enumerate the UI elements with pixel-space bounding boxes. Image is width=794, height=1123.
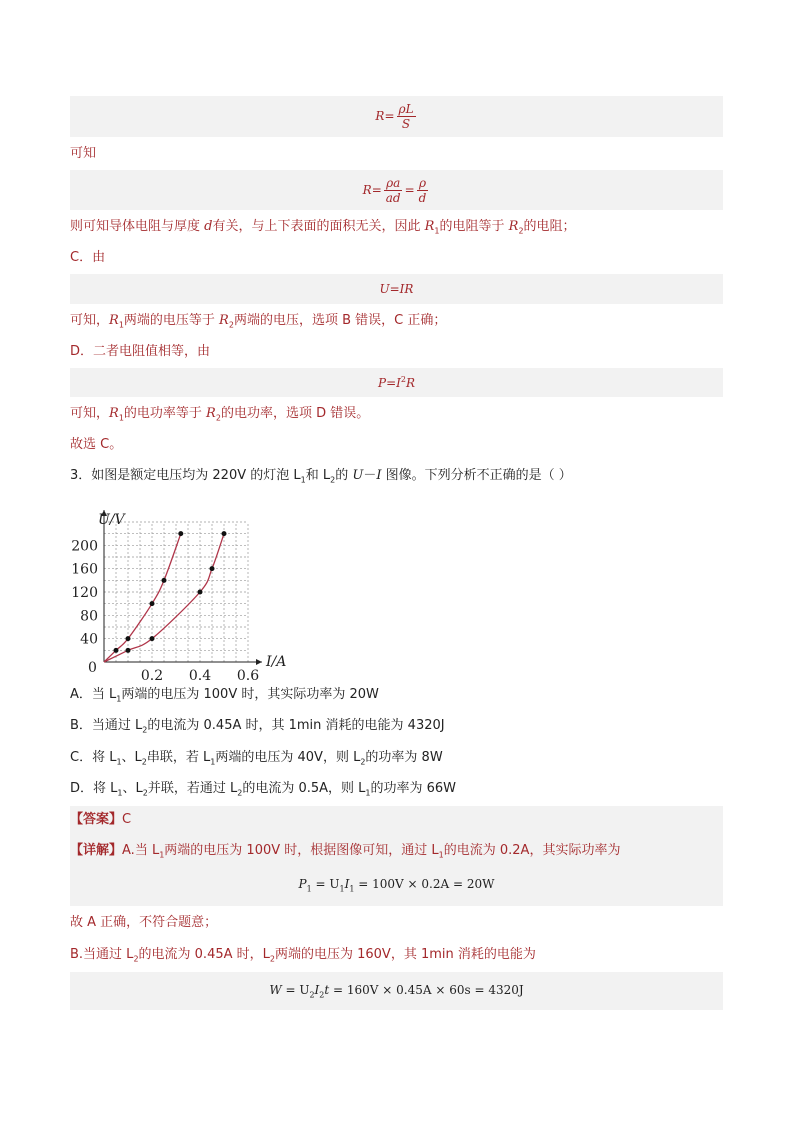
text-option-d-intro: D．二者电阻值相等，由 [70,344,211,359]
x-tick-label: 0.4 [188,668,212,680]
series-2-point [126,648,131,653]
y-axis-label: U/V [98,512,125,528]
y-tick-label: 160 [71,561,98,578]
formula-band-4 [70,368,723,397]
formula-band-2 [70,170,723,210]
formula-resistance-thickness: R= $\frac{\rho a}{ad}$ = $\frac{\rho}{d}$ [362,175,427,205]
option-b[interactable]: B．当通过 $L_2$的电流为 0.45A 时，其 1min 消耗的电能为 4320J [70,718,445,735]
series-2-point [198,590,203,595]
series-1-curve [104,534,181,662]
detail-line: 【详解】A.当 $L_1$两端的电压为 100V 时，根据图像可知，通过 $L_1$的电流为 0.2A，其实际功率为 [70,843,621,860]
formula-power: $P=I^2R$ [377,375,416,390]
text-kezhi-1: 可知 [70,146,97,161]
series-1-point [150,601,155,606]
formula-band-3 [70,274,723,304]
answer-line [70,811,131,829]
series-1-point [178,531,183,536]
text-option-d-result: 可知，$R_1$的电功率等于 $R_2$的电功率，选项 D 错误。 [70,406,370,423]
formula-ohm: U=IR [379,282,414,296]
x-axis-label: I/A [266,654,287,670]
x-axis-arrow [256,659,262,665]
series-1-point [114,648,119,653]
option-d[interactable]: D．将 $L_1$、$L_2$并联，若通过 $L_2$的电流为 0.5A，则 $L_1$的功率为 66W [70,781,457,798]
answer-band [70,806,723,834]
series-1-point [126,636,131,641]
x-tick-label: 0.6 [236,668,260,680]
y-tick-label: 120 [71,585,98,601]
text-option-c-result: 可知，$R_1$两端的电压等于 $R_2$两端的电压，选项 B 错误，C 正确； [70,313,447,330]
series-2-point [210,566,215,571]
x-tick-label: 0.2 [140,668,164,680]
origin-label: 0 [88,660,97,676]
formula-energy-b: $W = U_2I_2t = 160V \times 0.45A \times 60s = 4320J$ [269,982,524,1000]
series-1-point [162,578,167,583]
text-choose-c: 故选 C。 [70,437,123,452]
y-tick-label: 80 [80,608,98,625]
text-a-correct: 故 A 正确，不符合题意； [70,915,218,930]
question-3: 3．如图是额定电压均为 220V 的灯泡 $L_1$和 $L_2$的 U－I 图像。下列分析不正确的是（ ） [70,468,572,485]
formula-power-a: $P_1 = U_1I_1 = 100V \times 0.2A = 20W$ [298,876,495,894]
y-tick-label: 200 [71,538,98,555]
formula-band-5 [70,872,723,898]
answer-tag: 【答案】 [70,812,123,827]
formula-band-1 [70,96,723,137]
formula-resistance: R= $\frac{\rho L}{S}$ [375,102,414,131]
text-b-intro: B.当通过 $L_2$的电流为 0.45A 时，$L_2$两端的电压为 160V，其 1min 消耗的电能为 [70,947,536,964]
text-option-c-intro: C．由 [70,250,106,265]
series-2-point [150,636,155,641]
option-a[interactable]: A．当 $L_1$两端的电压为 100V 时，其实际功率为 20W [70,687,379,704]
series-2-point [222,531,227,536]
formula-band-6 [70,972,723,1010]
option-c[interactable]: C．将 $L_1$、$L_2$串联，若 $L_1$两端的电压为 40V，则 $L_2$的功率为 8W [70,750,443,767]
text-conclusion: 则可知导体电阻与厚度 d有关，与上下表面的面积无关，因此 $R_1$的电阻等于 $R_2$的电阻； [70,219,576,236]
y-tick-label: 40 [80,631,98,648]
ui-chart [70,510,300,680]
answer-value: C [122,812,132,827]
